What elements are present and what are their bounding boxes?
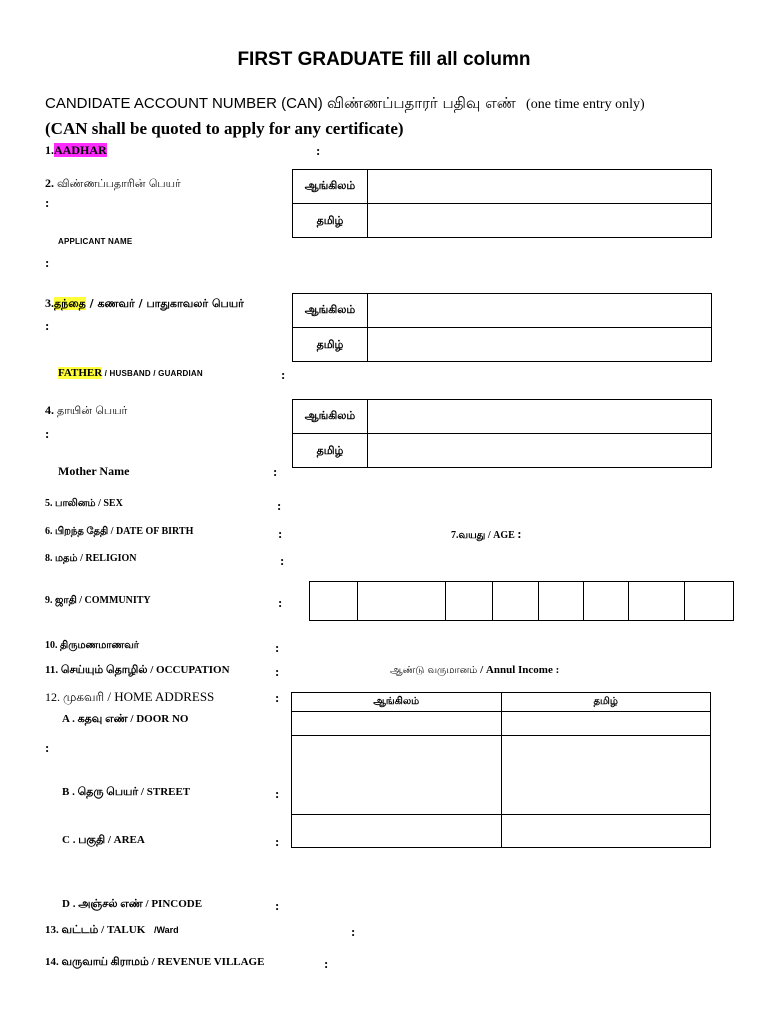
applicant-row-tamil [293,204,711,238]
sex-num: 5. [45,498,53,509]
door-tamil-input[interactable] [502,712,711,735]
mother-tamil-label: தமிழ் [293,434,368,468]
sex-text: பாலினம் / SEX [55,498,123,509]
mother-english-label: ஆங்கிலம் [293,400,368,433]
age-text: வயது / AGE [458,530,515,541]
dob-text: பிறந்த தேதி / DATE OF BIRTH [55,526,194,537]
father-ta-hl: தந்தை [54,297,86,310]
street-tamil-input[interactable] [502,736,711,814]
applicant-colon-2: : [45,255,50,270]
community-box[interactable] [629,582,685,620]
community-box[interactable] [584,582,629,620]
applicant-row-english [293,170,711,204]
street-english-input[interactable] [292,736,502,814]
taluk-text: வட்டம் / TALUK [61,924,146,936]
dob-colon: : [278,526,283,541]
aadhar-num: 1. [45,143,54,157]
address-row-street [292,736,710,815]
father-tamil-label: தமிழ் [293,328,368,362]
pincode-colon: : [275,898,280,913]
door-label: A . கதவு எண் / DOOR NO [62,713,189,725]
community-box[interactable] [310,582,358,620]
father-tamil-input[interactable] [368,328,711,362]
father-label-tamil [45,296,244,312]
marital-num: 10. [45,640,58,651]
mother-row-english [293,400,711,434]
street-colon: : [275,786,280,801]
door-english-input[interactable] [292,712,502,735]
applicant-num: 2. [45,176,54,190]
mother-label-tamil [45,403,127,419]
door-colon: : [45,740,50,755]
revenue-text: வருவாய் கிராமம் / REVENUE VILLAGE [61,956,265,968]
religion-label [45,553,137,565]
religion-num: 8. [45,553,53,564]
community-boxes [309,581,734,621]
father-name-table [292,293,712,362]
father-en-rest: / HUSBAND / GUARDIAN [102,369,203,378]
age-label [451,526,522,542]
can-label-tamil: விண்ணப்பதாரர் பதிவு எண் [326,94,516,112]
aadhar-text: AADHAR [54,143,107,157]
applicant-name-table [292,169,712,238]
religion-colon: : [280,553,285,568]
community-box[interactable] [493,582,539,620]
pincode-label: D . அஞ்சல் எண் / PINCODE [62,898,203,910]
community-box[interactable] [446,582,493,620]
applicant-ta: விண்ணப்பதாரின் பெயர் [57,177,181,190]
area-tamil-input[interactable] [502,815,711,847]
occupation-colon: : [275,664,280,679]
father-english-input[interactable] [368,294,711,327]
mother-colon-1: : [45,426,50,441]
community-text: ஜாதி / COMMUNITY [55,595,151,606]
mother-row-tamil [293,434,711,468]
mother-colon-2: : [273,464,278,479]
taluk-ward: /Ward [154,925,179,935]
address-row-area [292,815,710,847]
can-note: (one time entry only) [526,97,645,112]
community-box[interactable] [539,582,584,620]
occupation-num: 11. [45,664,59,676]
community-label [45,595,151,607]
applicant-english-input[interactable] [368,170,711,203]
address-ta: முகவரி [63,690,105,704]
aadhar-colon: : [316,143,321,158]
mother-num: 4. [45,403,54,417]
marital-label [45,640,139,652]
area-colon: : [275,834,280,849]
taluk-label [45,924,179,938]
address-colon: : [275,690,280,705]
income-ta: ஆண்டு வருமானம் [390,665,478,676]
aadhar-label [45,143,107,158]
revenue-label [45,956,264,970]
area-label: C . பகுதி / AREA [62,834,145,846]
community-box[interactable] [358,582,446,620]
age-num: 7. [451,530,459,541]
taluk-num: 13. [45,924,59,936]
age-colon: : [517,526,522,541]
religion-text: மதம் / RELIGION [55,553,137,564]
dob-label [45,526,193,538]
applicant-english-label: ஆங்கிலம் [293,170,368,203]
area-english-input[interactable] [292,815,502,847]
occupation-label [45,664,230,678]
dob-num: 6. [45,526,53,537]
address-row-door [292,712,710,736]
sex-colon: : [277,498,282,513]
father-num: 3. [45,296,54,310]
address-num: 12. [45,690,60,704]
sex-label [45,498,123,510]
community-num: 9. [45,595,53,606]
address-label [45,689,214,706]
marital-colon: : [275,640,280,655]
can-label-line [45,94,645,114]
father-colon-2: : [281,367,286,382]
father-row-english [293,294,711,328]
revenue-num: 14. [45,956,59,968]
mother-ta: தாயின் பெயர் [57,404,128,417]
applicant-label-tamil [45,176,181,192]
address-col-tamil: தமிழ் [593,696,618,707]
father-ta-rest: / கணவர் / பாதுகாவலர் பெயர் [85,297,244,310]
address-table [291,692,711,848]
can-quote: (CAN shall be quoted to apply for any certificate) [45,119,404,138]
taluk-colon: : [351,924,356,939]
address-header-row [292,693,710,712]
father-english-label: ஆங்கிலம் [293,294,368,327]
community-colon: : [278,595,283,610]
revenue-colon: : [324,956,329,971]
father-en-hl: FATHER [58,367,103,379]
marital-text: திருமணமாணவர் [60,640,140,651]
applicant-tamil-input[interactable] [368,204,711,238]
applicant-tamil-label: தமிழ் [293,204,368,238]
street-label: B . தெரு பெயர் / STREET [62,786,191,798]
address-en: / HOME ADDRESS [104,689,215,704]
mother-name-table [292,399,712,468]
community-box[interactable] [685,582,733,620]
occupation-text: செய்யும் தொழில் / OCCUPATION [60,664,230,676]
mother-english-input[interactable] [368,400,711,433]
mother-tamil-input[interactable] [368,434,711,468]
father-row-tamil [293,328,711,362]
father-label-en [58,367,203,379]
address-col-english: ஆங்கிலம் [292,693,502,711]
income-en: / Annul Income : [477,664,560,676]
mother-label-en: Mother Name [58,464,130,478]
form-title: FIRST GRADUATE fill all column [237,49,531,70]
father-colon-1: : [45,318,50,333]
applicant-label-en: APPLICANT NAME [58,237,133,246]
can-label: CANDIDATE ACCOUNT NUMBER (CAN) [45,95,323,112]
applicant-colon-1: : [45,195,50,210]
income-label [390,664,559,677]
